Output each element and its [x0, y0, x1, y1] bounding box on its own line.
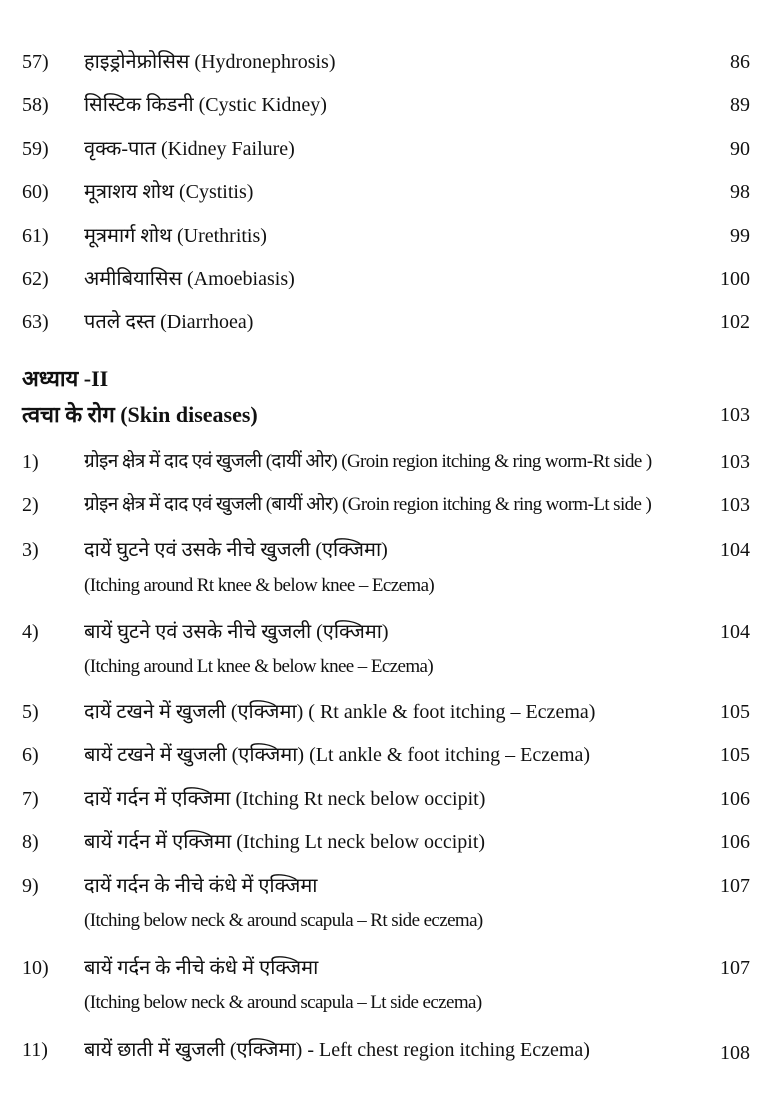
entry-number: 2)	[22, 494, 39, 516]
entry-title: मूत्राशय शोथ (Cystitis)	[84, 181, 254, 203]
entry-number: 63)	[22, 311, 49, 333]
entry-page-number: 103	[720, 451, 750, 473]
entry-page-number: 106	[720, 831, 750, 853]
entry-page-number: 86	[730, 51, 750, 73]
entry-number: 61)	[22, 225, 49, 247]
toc-entry	[0, 447, 780, 477]
entry-title: बायें गर्दन के नीचे कंधे में एक्जिमा	[84, 957, 319, 979]
entry-title: दायें गर्दन में एक्जिमा (Itching Rt neck below occipit)	[84, 788, 486, 810]
entry-page-number: 98	[730, 181, 750, 203]
entry-page-number: 107	[720, 875, 750, 897]
entry-number: 7)	[22, 788, 39, 810]
toc-entry	[0, 1035, 780, 1065]
entry-page-number: 108	[720, 1042, 750, 1064]
toc-entry	[0, 264, 780, 294]
entry-subtitle: (Itching below neck & around scapula – Rt side eczema)	[84, 910, 483, 931]
entry-page-number: 107	[720, 957, 750, 979]
entry-number: 8)	[22, 831, 39, 853]
entry-number: 6)	[22, 744, 39, 766]
entry-number: 11)	[22, 1039, 48, 1061]
entry-title: दायें घुटने एवं उसके नीचे खुजली (एक्जिमा)	[84, 539, 388, 561]
toc-entry	[0, 90, 780, 120]
entry-number: 9)	[22, 875, 39, 897]
toc-entry	[0, 740, 780, 770]
entry-title: हाइड्रोनेफ्रोसिस (Hydronephrosis)	[84, 51, 336, 73]
toc-entry	[0, 47, 780, 77]
toc-entry	[0, 134, 780, 164]
entry-title: मूत्रमार्ग शोथ (Urethritis)	[84, 225, 267, 247]
entry-number: 5)	[22, 701, 39, 723]
entry-title: पतले दस्त (Diarrhoea)	[84, 311, 254, 333]
toc-entry	[0, 617, 780, 647]
entry-page-number: 100	[720, 268, 750, 290]
chapter-label: अध्याय -II	[22, 366, 109, 391]
entry-title: वृक्क-पात (Kidney Failure)	[84, 138, 295, 160]
toc-entry	[0, 221, 780, 251]
entry-page-number: 106	[720, 788, 750, 810]
entry-page-number: 89	[730, 94, 750, 116]
entry-title: सिस्टिक किडनी (Cystic Kidney)	[84, 94, 327, 116]
toc-entry	[0, 697, 780, 727]
entry-title: दायें गर्दन के नीचे कंधे में एक्जिमा	[84, 875, 318, 897]
entry-title: अमीबियासिस (Amoebiasis)	[84, 268, 295, 290]
toc-entry	[0, 535, 780, 565]
entry-page-number: 103	[720, 494, 750, 516]
toc-entry	[0, 490, 780, 520]
entry-title: दायें टखने में खुजली (एक्जिमा) ( Rt ankle & foot itching – Eczema)	[84, 701, 596, 723]
entry-number: 60)	[22, 181, 49, 203]
entry-page-number: 104	[720, 621, 750, 643]
entry-title: बायें टखने में खुजली (एक्जिमा) (Lt ankle & foot itching – Eczema)	[84, 744, 591, 766]
entry-number: 4)	[22, 621, 39, 643]
entry-page-number: 90	[730, 138, 750, 160]
entry-number: 10)	[22, 957, 49, 979]
entry-number: 1)	[22, 451, 39, 473]
entry-page-number: 105	[720, 744, 750, 766]
toc-entry	[0, 871, 780, 901]
entry-title: बायें गर्दन में एक्जिमा (Itching Lt neck below occipit)	[84, 831, 486, 853]
chapter-title: त्वचा के रोग (Skin diseases)	[22, 402, 258, 427]
entry-page-number: 105	[720, 701, 750, 723]
entry-number: 59)	[22, 138, 49, 160]
entry-page-number: 104	[720, 539, 750, 561]
entry-title: ग्रोइन क्षेत्र में दाद एवं खुजली (दायीं ओर) (Groin region itching & ring worm-Rt side )	[84, 451, 652, 472]
entry-number: 3)	[22, 539, 39, 561]
entry-title: बायें छाती में खुजली (एक्जिमा) - Left chest region itching Eczema)	[84, 1039, 590, 1061]
entry-title: ग्रोइन क्षेत्र में दाद एवं खुजली (बायीं ओर) (Groin region itching & ring worm-Lt side )	[84, 494, 652, 515]
toc-entry	[0, 827, 780, 857]
entry-number: 58)	[22, 94, 49, 116]
toc-entry	[0, 307, 780, 337]
toc-entry	[0, 177, 780, 207]
entry-number: 57)	[22, 51, 49, 73]
entry-subtitle: (Itching around Lt knee & below knee – Eczema)	[84, 656, 434, 677]
entry-subtitle: (Itching below neck & around scapula – Lt side eczema)	[84, 992, 482, 1013]
chapter-page-number: 103	[720, 404, 750, 426]
toc-entry	[0, 953, 780, 983]
toc-entry	[0, 784, 780, 814]
entry-page-number: 102	[720, 311, 750, 333]
chapter-heading-row	[0, 400, 780, 430]
entry-page-number: 99	[730, 225, 750, 247]
entry-subtitle: (Itching around Rt knee & below knee – Eczema)	[84, 575, 435, 596]
entry-number: 62)	[22, 268, 49, 290]
entry-title: बायें घुटने एवं उसके नीचे खुजली (एक्जिमा)	[84, 621, 389, 643]
